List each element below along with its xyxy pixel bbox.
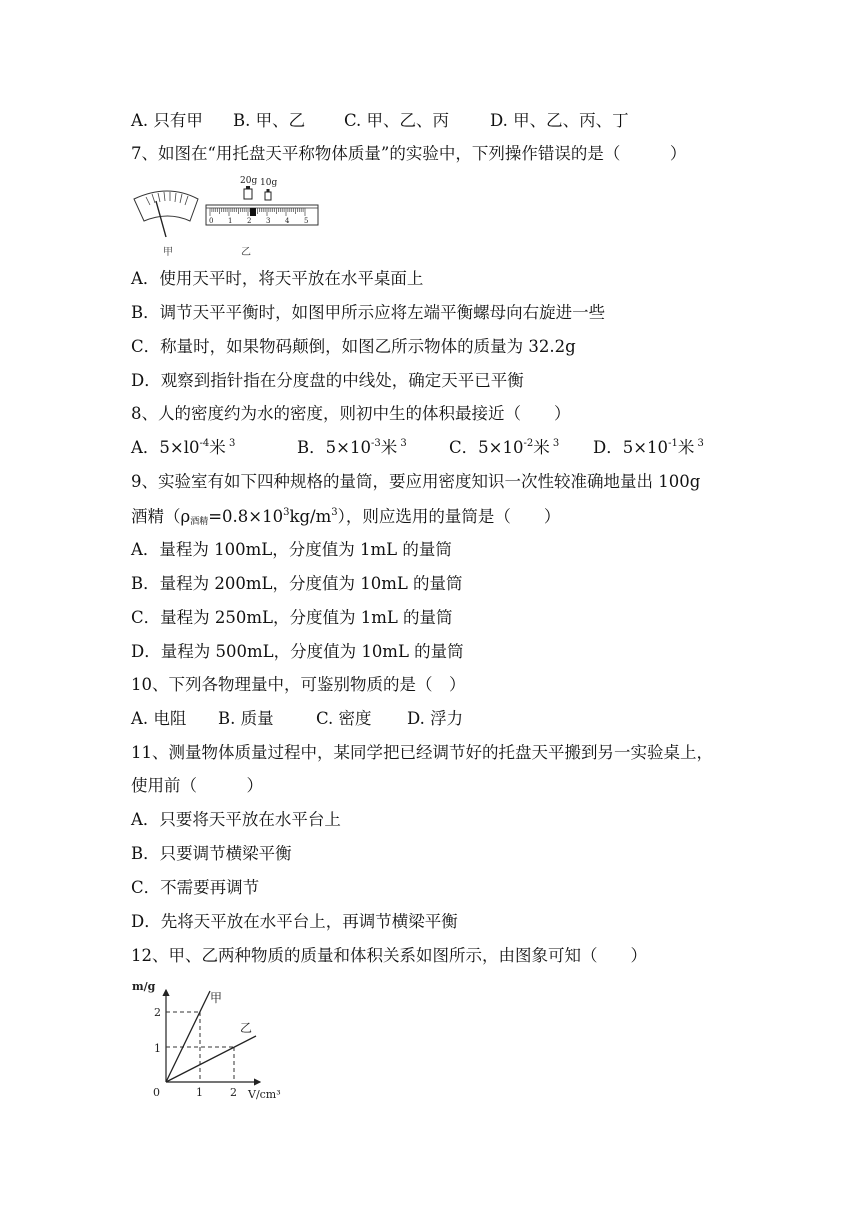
q9-stem-line2: 酒精$(\rho_{酒精}=0.8\times 10^3kg/m^3)$，则应选用的量筒是（ ） (131, 507, 561, 527)
q12-ylabel: m/g (132, 980, 156, 993)
q12-ytick-2: 2 (154, 1006, 161, 1019)
q7-option-d: D．观察到指针指在分度盘的中线处，确定天平已平衡 (131, 371, 524, 390)
q12-series-yi-label: 乙 (240, 1021, 253, 1035)
q7-weight-20g: 20g (240, 176, 258, 186)
q12-origin: 0 (153, 1086, 160, 1099)
q7-weight-10g: 10g (260, 178, 278, 188)
q11-option-d: D．先将天平放在水平台上，再调节横梁平衡 (131, 912, 458, 931)
q7-option-a: A．使用天平时，将天平放在水平桌面上 (131, 269, 424, 288)
q11-stem-line1: 11、测量物体质量过程中，某同学把已经调节好的托盘天平搬到另一实验桌上， (131, 743, 713, 762)
q11-option-c: C．不需要再调节 (131, 878, 260, 897)
q12-xtick-1: 1 (196, 1086, 203, 1099)
q7-scale-1: 1 (228, 217, 233, 225)
q7-stem: 7、如图在“用托盘天平称物体质量”的实验中，下列操作错误的是（ ） (131, 144, 687, 163)
q10-option-d: D. 浮力 (407, 709, 464, 728)
q11-stem-line2: 使用前（ ） (131, 776, 263, 795)
q8-stem: 8、人的密度约为水的密度，则初中生的体积最接近（ ） (131, 404, 571, 423)
q12-stem: 12、甲、乙两种物质的质量和体积关系如图所示，由图象可知（ ） (131, 946, 647, 965)
q7-label-jia: 甲 (163, 247, 173, 258)
q8-option-d: D．$5\times 10^{-1}$米 $^3$ (593, 438, 704, 457)
q10-stem: 10、下列各物理量中，可鉴别物质的是（ ） (131, 675, 466, 694)
q12-xlabel: V/cm³ (248, 1088, 281, 1101)
q10-options (131, 708, 463, 730)
q7-figure (128, 173, 328, 263)
q8-option-a: A．$5\times l0^{-4}$米 $^3$ (131, 438, 236, 457)
q10-option-b: B. 质量 (218, 709, 274, 728)
q9-option-a: A．量程为 100mL，分度值为 1mL 的量筒 (131, 540, 452, 559)
q8-option-b: B．$5\times 10^{-3}$米 $^3$ (297, 438, 407, 457)
q9-option-b: B．量程为 200mL，分度值为 10mL 的量筒 (131, 574, 463, 593)
q10-option-a: A. 电阻 (131, 709, 187, 728)
q12-xtick-2: 2 (230, 1086, 237, 1099)
q7-scale-3: 3 (266, 217, 271, 225)
q12-ytick-1: 1 (154, 1042, 161, 1055)
q7-scale-2: 2 (247, 217, 252, 225)
q9-option-c: C．量程为 250mL，分度值为 1mL 的量筒 (131, 608, 453, 627)
q6-option-c: C. 甲、乙、丙 (344, 111, 450, 130)
q7-label-yi: 乙 (241, 247, 251, 258)
q9-stem-line1: 9、实验室有如下四种规格的量筒，要应用密度知识一次性较准确地量出 100g (131, 472, 701, 491)
q11-option-b: B．只要调节横梁平衡 (131, 844, 292, 863)
q12-series-jia-label: 甲 (210, 991, 223, 1005)
q7-scale-0: 0 (209, 217, 214, 225)
q12-series-yi-line (166, 1036, 256, 1082)
q8-option-c: C．$5\times 10^{-2}$米 $^3$ (449, 438, 560, 457)
q7-scale-5: 5 (304, 217, 309, 225)
q7-scale-4: 4 (285, 217, 290, 225)
q6-option-a: A. 只有甲 (131, 111, 203, 130)
q11-option-a: A．只要将天平放在水平台上 (131, 810, 341, 829)
q8-options (131, 437, 704, 459)
q12-series-jia-line (166, 991, 210, 1082)
q7-option-c: C．称量时，如果物码颠倒，如图乙所示物体的质量为 32.2g (131, 337, 576, 356)
q10-option-c: C. 密度 (316, 709, 372, 728)
q9-option-d: D．量程为 500mL，分度值为 10mL 的量筒 (131, 642, 464, 661)
q6-option-b: B. 甲、乙 (233, 111, 306, 130)
q12-chart (128, 974, 298, 1106)
q7-option-b: B．调节天平平衡时，如图甲所示应将左端平衡螺母向右旋进一些 (131, 303, 606, 322)
q6-options (131, 110, 629, 132)
q6-option-d: D. 甲、乙、丙、丁 (490, 111, 629, 130)
